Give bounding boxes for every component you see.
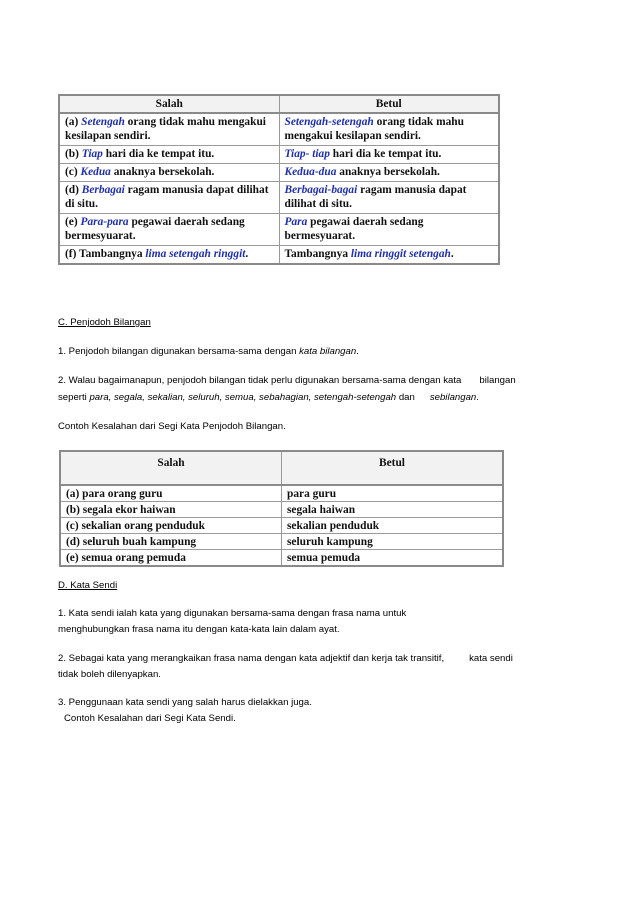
point-2-line2-start: seperti <box>58 392 90 403</box>
table-row <box>60 502 503 518</box>
cell-text: . <box>450 248 454 260</box>
table-row <box>59 164 499 182</box>
table-row <box>60 518 503 534</box>
header-salah: Salah <box>60 451 282 485</box>
section-d-point-2-line-2: tidak boleh dilenyapkan. <box>58 669 161 680</box>
point-2-line2-italic: para, segala, sekalian, seluruh, semua, sebahagian, setengah-setengah <box>89 392 397 403</box>
cell-betul <box>279 113 499 146</box>
highlighted-word: Kedua-dua <box>284 166 337 178</box>
table-row <box>59 113 499 146</box>
cell-salah <box>59 113 279 146</box>
cell-text: anaknya bersekolah. <box>336 166 440 178</box>
cell-text: ragam manusia dapat dilihat di situ. <box>284 184 467 210</box>
highlighted-word: Para <box>284 216 308 228</box>
header-salah: Salah <box>59 95 279 113</box>
point-2-text: 2. Sebagai kata yang merangkaikan frasa nama dengan kata adjektif dan kerja tak transitif, <box>58 653 445 664</box>
cell-salah <box>59 164 279 182</box>
highlighted-word: lima setengah ringgit <box>145 248 246 260</box>
section-d-point-1-line-2: menghubungkan frasa nama itu dengan kata-kata lain dalam ayat. <box>58 624 340 635</box>
section-c-point-2-line-1 <box>58 372 516 389</box>
cell-salah: (b) segala ekor haiwan <box>60 502 282 518</box>
cell-betul: semua pemuda <box>282 550 504 567</box>
highlighted-word: Berbagai-bagai <box>284 184 358 196</box>
section-d-point-2-line-1 <box>58 650 513 667</box>
header-betul: Betul <box>282 451 504 485</box>
cell-text: pegawai daerah sedang bermesyuarat. <box>65 216 245 242</box>
cell-text: ragam manusia dapat dilihat di situ. <box>65 184 269 210</box>
cell-text: (a) <box>65 116 82 128</box>
point-2-line2-end: . <box>476 392 479 403</box>
cell-salah <box>59 182 279 214</box>
cell-betul: sekalian penduduk <box>282 518 504 534</box>
highlighted-word: Tiap- tiap <box>284 148 330 160</box>
cell-salah <box>59 246 279 265</box>
section-d-point-1-line-1: 1. Kata sendi ialah kata yang digunakan bersama-sama dengan frasa nama untuk <box>58 608 407 619</box>
cell-text: . <box>245 248 249 260</box>
header-betul: Betul <box>279 95 499 113</box>
table-header-row <box>60 451 503 485</box>
highlighted-word: Tiap <box>81 148 103 160</box>
cell-text: (c) <box>65 166 81 178</box>
table-row <box>60 534 503 550</box>
highlighted-word: Setengah <box>81 116 125 128</box>
cell-salah: (a) para orang guru <box>60 485 282 502</box>
point-1-text: 1. Penjodoh bilangan digunakan bersama-sama dengan <box>58 346 300 357</box>
cell-betul <box>279 246 499 265</box>
point-2-line2-italic2: sebilangan <box>429 392 477 403</box>
cell-text: hari dia ke tempat itu. <box>102 148 215 160</box>
cell-betul <box>279 164 499 182</box>
highlighted-word: Setengah-setengah <box>284 116 374 128</box>
penjodoh-bilangan-table <box>59 450 504 567</box>
table-row <box>59 214 499 246</box>
cell-betul <box>279 182 499 214</box>
cell-salah: (c) sekalian orang penduduk <box>60 518 282 534</box>
highlighted-word: Berbagai <box>81 184 125 196</box>
section-c-heading: C. Penjodoh Bilangan <box>58 317 151 328</box>
highlighted-word: Para-para <box>80 216 129 228</box>
table-row <box>59 182 499 214</box>
point-2-end: bilangan <box>479 375 516 386</box>
cell-betul: para guru <box>282 485 504 502</box>
highlighted-word: Kedua <box>80 166 111 178</box>
point-1-end: . <box>356 346 359 357</box>
point-2-end: kata sendi <box>469 653 513 664</box>
cell-text: Tambangnya <box>284 248 351 260</box>
table-row <box>60 485 503 502</box>
point-1-italic: kata bilangan <box>299 346 357 357</box>
kata-ganda-table <box>58 94 500 265</box>
section-d-heading: D. Kata Sendi <box>58 580 118 591</box>
point-2-line2-mid: dan <box>396 392 415 403</box>
cell-text: orang tidak mahu mengakui kesilapan sendiri. <box>65 116 266 142</box>
cell-text: anaknya bersekolah. <box>110 166 215 178</box>
table-header-row <box>59 95 499 113</box>
section-c-point-2-line-2 <box>58 389 479 406</box>
point-2-text: 2. Walau bagaimanapun, penjodoh bilangan tidak perlu digunakan bersama-sama dengan kata <box>58 375 462 386</box>
table-row <box>60 550 503 567</box>
table-row <box>59 146 499 164</box>
cell-betul: seluruh kampung <box>282 534 504 550</box>
section-c-point-1 <box>58 343 359 360</box>
cell-salah <box>59 146 279 164</box>
highlighted-word: lima ringgit setengah <box>350 248 451 260</box>
cell-text: (f) Tambangnya <box>65 248 146 260</box>
cell-salah <box>59 214 279 246</box>
section-d-point-3-line-2: Contoh Kesalahan dari Segi Kata Sendi. <box>64 713 236 724</box>
cell-salah: (e) semua orang pemuda <box>60 550 282 567</box>
cell-text: hari dia ke tempat itu. <box>329 148 442 160</box>
cell-betul <box>279 146 499 164</box>
section-c-example-intro: Contoh Kesalahan dari Segi Kata Penjodoh Bilangan. <box>58 421 286 432</box>
section-d-point-3-line-1: 3. Penggunaan kata sendi yang salah harus dielakkan juga. <box>58 697 312 708</box>
cell-betul <box>279 214 499 246</box>
cell-text: orang tidak mahu mengakui kesilapan sendiri. <box>284 116 464 142</box>
cell-text: (b) <box>65 148 82 160</box>
table-row <box>59 246 499 265</box>
cell-text: (d) <box>65 184 82 196</box>
cell-betul: segala haiwan <box>282 502 504 518</box>
cell-text: pegawai daerah sedang bermesyuarat. <box>284 216 424 242</box>
cell-salah: (d) seluruh buah kampung <box>60 534 282 550</box>
cell-text: (e) <box>65 216 81 228</box>
